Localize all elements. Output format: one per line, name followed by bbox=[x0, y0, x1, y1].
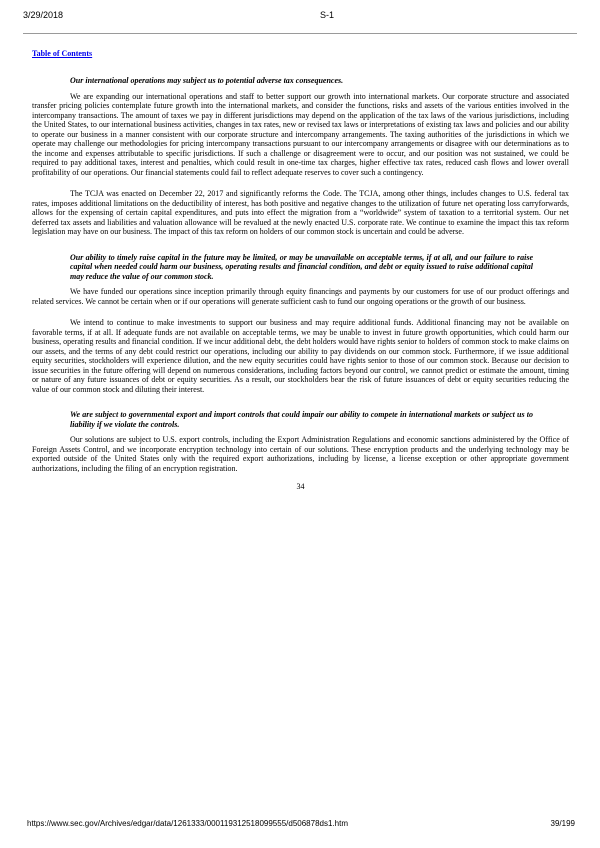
source-url: https://www.sec.gov/Archives/edgar/data/1261333/000119312518099555/d506878ds1.htm bbox=[27, 819, 348, 828]
table-of-contents-link[interactable]: Table of Contents bbox=[32, 49, 93, 58]
document-type-title: S-1 bbox=[319, 10, 335, 20]
paragraph-additional-financing: We intend to continue to make investments to support our business and may require additional funds. Additional financing may not be available on favorable terms, if at all. If adequate funds are not available on acceptable terms, we may be unable to invest in future growth opportunities, which could harm our business, operating results and financial condition. If we incur additional debt, the debt holders would have rights senior to holders of common stock to make claims on our assets, and the terms of any debt could restrict our operations, including our ability to pay dividends on our common stock. Furthermore, if we issue additional equity securities, stockholders will experience dilution, and the new equity securities could have rights senior to those of our common stock. Because our decision to issue securities in the future offering will depend on numerous considerations, including factors beyond our control, we cannot predict or estimate the amount, timing or nature of any future issuances of debt or equity securities. As a result, our stockholders bear the risk of future issuances of debt or equity securities reducing the value of our common stock and diluting their interest. bbox=[32, 318, 569, 394]
risk-factor-heading-raise-capital: Our ability to timely raise capital in the future may be limited, or may be unavailable on acceptable terms, if at all, and our failure to raise capital when needed could harm our business, operating results and financial condition, and debt or equity issued to raise additional capital may reduce the value of our common stock. bbox=[70, 252, 533, 281]
document-body bbox=[32, 43, 569, 491]
paragraph-funding-history: We have funded our operations since inception primarily through equity financings and payments by our customers for use of our product offerings and related services. We cannot be certain when or if our operations will generate sufficient cash to fund our ongoing operations or the growth of our business. bbox=[32, 287, 569, 306]
paragraph-export-controls: Our solutions are subject to U.S. export controls, including the Export Administration Regulations and economic sanctions administered by the Office of Foreign Assets Control, and we incorporate encryption technology into certain of our solutions. These encryption products and the underlying technology may be exported outside of the United States only with the required export authorizations, including by license, a license exception or other appropriate government authorizations, including the filing of an encryption registration. bbox=[32, 435, 569, 473]
page-number: 34 bbox=[296, 482, 305, 491]
risk-factor-heading-international-tax: Our international operations may subject us to potential adverse tax consequences. bbox=[70, 76, 344, 85]
paragraph-international-expansion: We are expanding our international operations and staff to better support our growth into international markets. Our corporate structure and associated transfer pricing policies contemplate future growth into the international markets, and consider the functions, risks and assets of the various entities involved in the intercompany transactions. The amount of taxes we pay in different jurisdictions may depend on the application of the tax laws of the various jurisdictions, including the United States, to our international business activities, changes in tax rates, new or revised tax laws or interpretations of existing tax laws and policies and our ability to operate our business in a manner consistent with our corporate structure and intercompany arrangements. The taxing authorities of the jurisdictions in which we operate may challenge our methodologies for pricing intercompany transactions pursuant to our intercompany arrangements or disagree with our determinations as to the income and expenses attributable to specific jurisdictions. If such a challenge or disagreement were to occur, and our position was not sustained, we could be required to pay additional taxes, interest and penalties, which could result in one-time tax charges, higher effective tax rates, reduced cash flows and lower overall profitability of our operations. Our financial statements could fail to reflect adequate reserves to cover such a contingency. bbox=[32, 91, 569, 177]
paragraph-tcja: The TCJA was enacted on December 22, 2017 and significantly reforms the Code. The TCJA, among other things, includes changes to U.S. federal tax rates, imposes additional limitations on the deductibility of interest, has both positive and negative changes to the utilization of future net operating loss carryforwards, allows for the expensing of certain capital expenditures, and puts into effect the migration from a “worldwide” system of taxation to a territorial system. Our net deferred tax assets and liabilities and valuation allowance will be revalued at the newly enacted U.S. corporate rate. We continue to examine the impact this tax reform legislation may have on our business. The impact of this tax reform on holders of our common stock is uncertain and could be adverse. bbox=[32, 189, 569, 236]
risk-factor-heading-export-controls: We are subject to governmental export and import controls that could impair our ability to compete in international markets or subject us to liability if we violate the controls. bbox=[70, 410, 533, 429]
print-date: 3/29/2018 bbox=[23, 10, 64, 20]
header-divider bbox=[23, 33, 577, 34]
print-footer bbox=[27, 819, 575, 828]
page-indicator: 39/199 bbox=[550, 819, 575, 828]
print-header bbox=[23, 10, 575, 22]
